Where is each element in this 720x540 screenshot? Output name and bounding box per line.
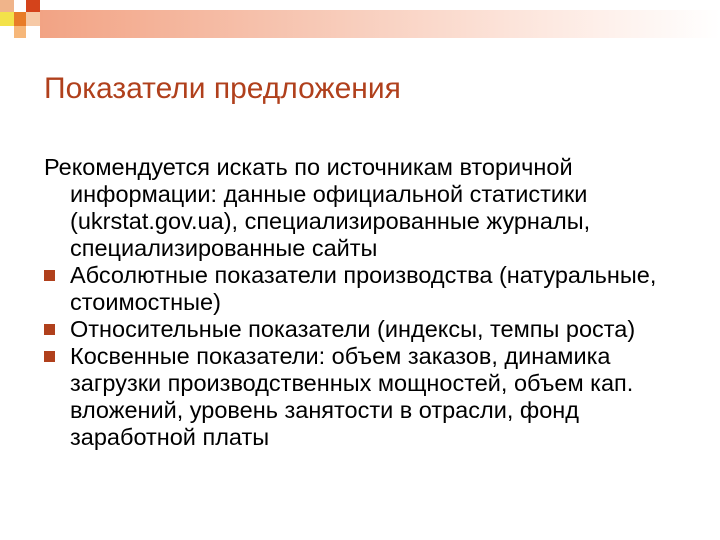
decor-square xyxy=(26,0,40,12)
intro-paragraph: Рекомендуется искать по источникам вторичной информации: данные официальной статистики (ukrstat.gov.ua), специализированные журналы, специализированные сайты xyxy=(44,154,591,261)
bullet-text: Относительные показатели (индексы, темпы роста) xyxy=(70,316,636,342)
slide-title: Показатели предложения xyxy=(44,72,401,105)
decor-square xyxy=(0,0,14,12)
bullet-text: Абсолютные показатели производства (натуральные, стоимостные) xyxy=(70,262,657,315)
decor-square xyxy=(0,12,14,26)
bullet-item xyxy=(44,262,706,316)
slide-body xyxy=(44,154,706,451)
decor-square xyxy=(26,12,40,26)
decor-square xyxy=(14,26,26,38)
square-bullet-icon xyxy=(44,351,55,362)
square-bullet-icon xyxy=(44,324,55,335)
header-gradient-bar xyxy=(40,10,720,38)
decor-square xyxy=(14,0,26,12)
bullet-item xyxy=(44,343,706,451)
bullet-text: Косвенные показатели: объем заказов, динамика загрузки производственных мощностей, объем кап. вложений, уровень занятости в отрасли, фонд заработной платы xyxy=(70,343,634,450)
square-bullet-icon xyxy=(44,270,55,281)
decor-square xyxy=(14,12,26,26)
bullet-list xyxy=(44,262,706,451)
bullet-item xyxy=(44,316,706,343)
